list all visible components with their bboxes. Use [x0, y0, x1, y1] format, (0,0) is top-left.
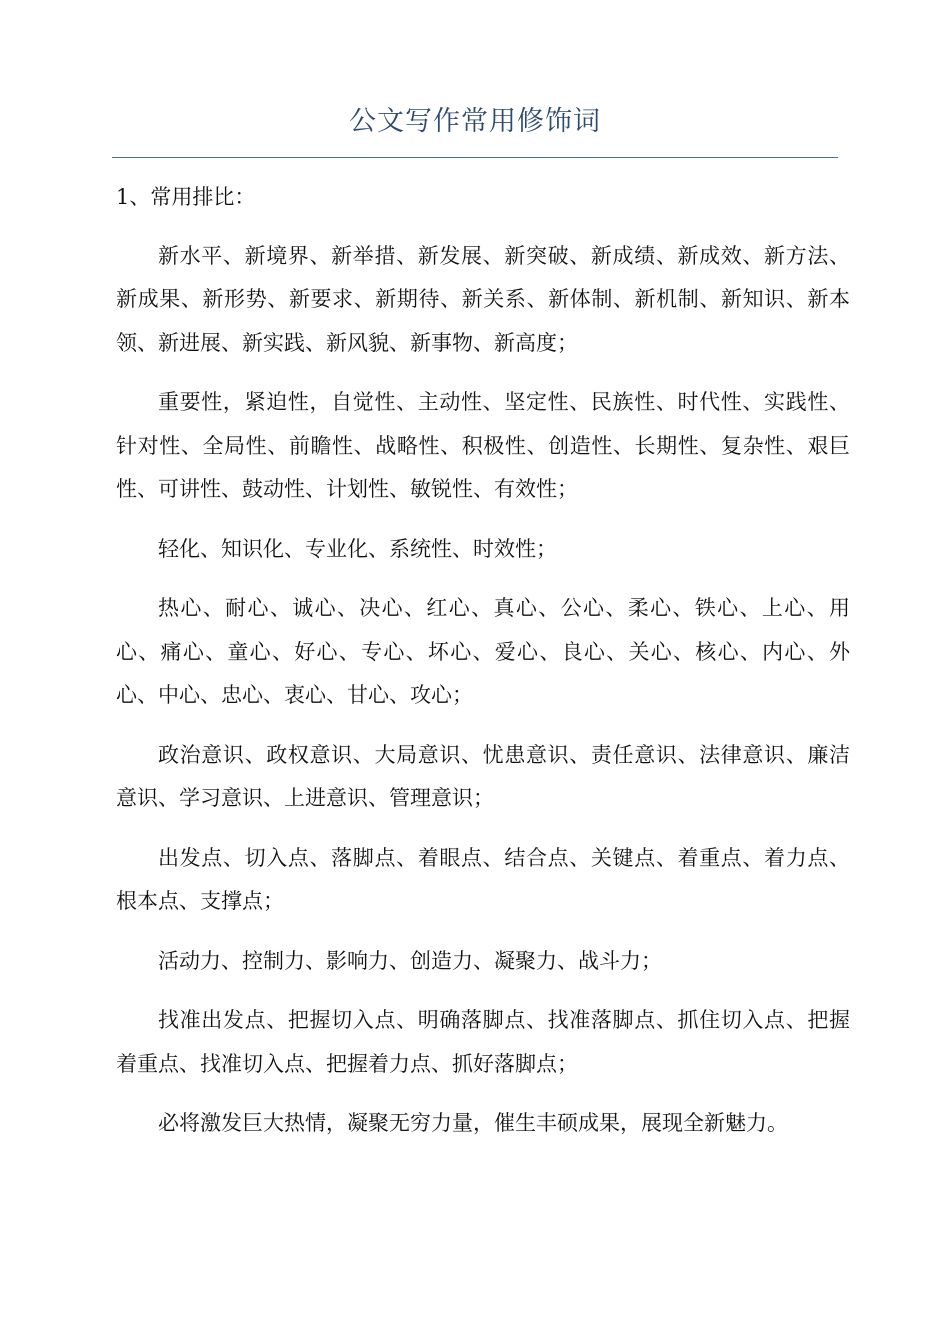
paragraph-new-terms: 新水平、新境界、新举措、新发展、新突破、新成绩、新成效、新方法、新成果、新形势、新要求、新期待、新关系、新体制、新机制、新知识、新本领、新进展、新实践、新风貌、新事物、新高度； — [116, 243, 850, 355]
paragraph-force-terms: 活动力、控制力、影响力、创造力、凝聚力、战斗力； — [158, 948, 662, 973]
paragraph-awareness-terms: 政治意识、政权意识、大局意识、忧患意识、责任意识、法律意识、廉洁意识、学习意识、上进意识、管理意识； — [116, 742, 850, 810]
paragraph-xing-terms: 重要性，紧迫性，自觉性、主动性、坚定性、民族性、时代性、实践性、针对性、全局性、前瞻性、战略性、积极性、创造性、长期性、复杂性、艰巨性、可讲性、鼓动性、计划性、敏锐性、有效性； — [116, 390, 850, 501]
paragraph-hua-terms: 轻化、知识化、专业化、系统性、时效性； — [158, 536, 557, 561]
title-underline — [112, 157, 838, 158]
document-body — [116, 176, 850, 1162]
paragraph-action-phrases: 找准出发点、把握切入点、明确落脚点、找准落脚点、抓住切入点、把握着重点、找准切入点、把握着力点、抓好落脚点； — [116, 1008, 850, 1076]
paragraph-closing-sentence: 必将激发巨大热情，凝聚无穷力量，催生丰硕成果，展现全新魅力。 — [158, 1111, 788, 1135]
document-title: 公文写作常用修饰词 — [349, 106, 601, 137]
paragraph-point-terms: 出发点、切入点、落脚点、着眼点、结合点、关键点、着重点、着力点、根本点、支撑点； — [116, 845, 850, 913]
paragraph-xin-terms: 热心、耐心、诚心、决心、红心、真心、公心、柔心、铁心、上心、用心、痛心、童心、好心、专心、坏心、爱心、良心、关心、核心、内心、外心、中心、忠心、衷心、甘心、攻心； — [116, 596, 850, 707]
section-heading: 1、常用排比： — [116, 185, 256, 209]
